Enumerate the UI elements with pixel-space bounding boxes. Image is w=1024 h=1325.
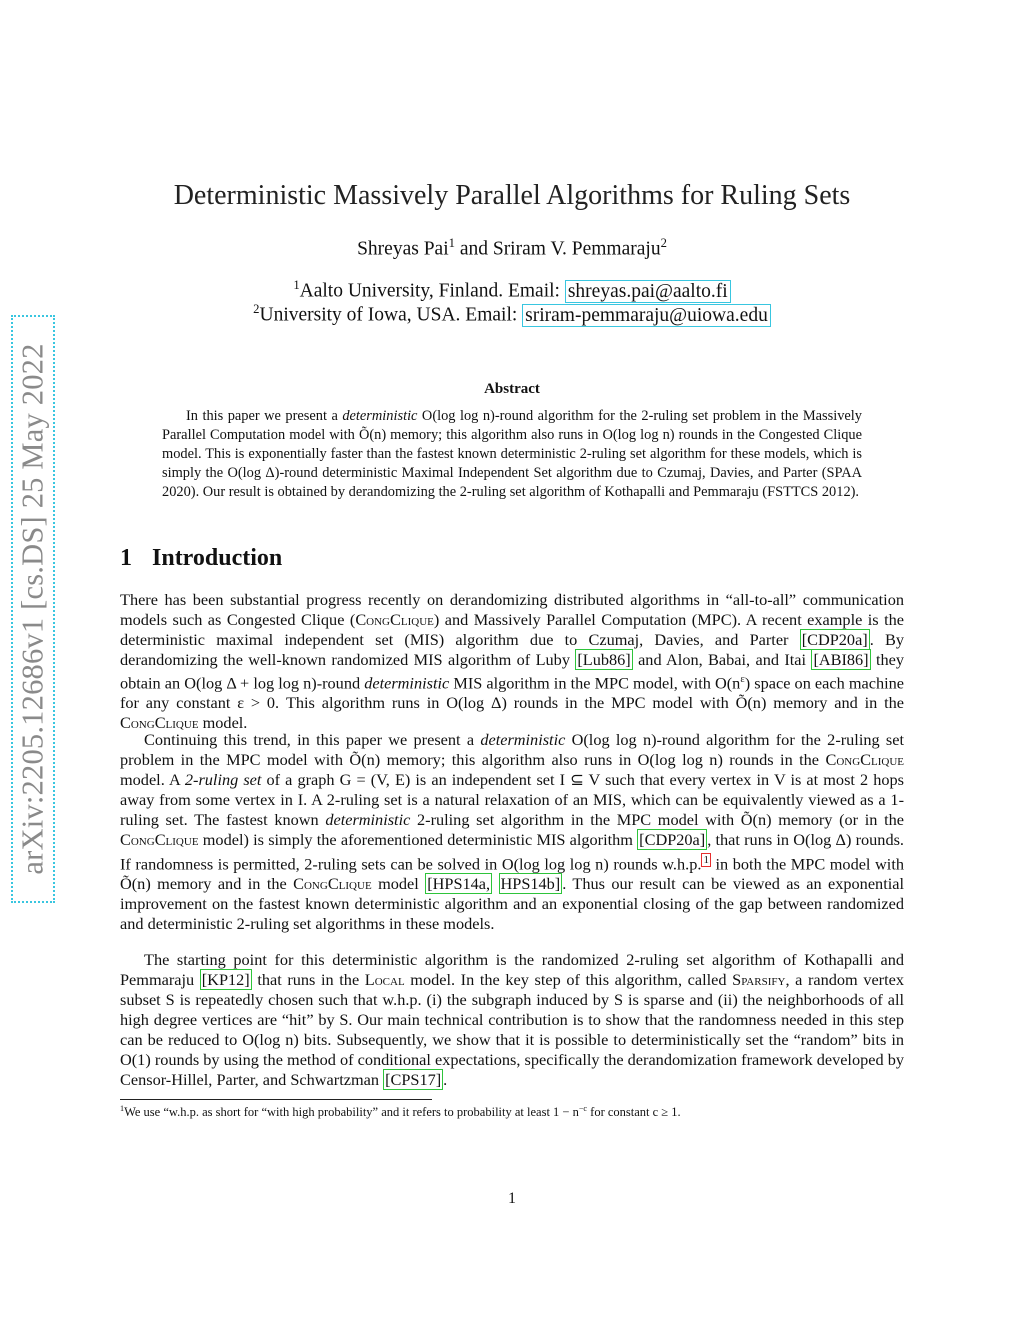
affiliation-1-mark: 1: [293, 278, 300, 292]
p1-text: There has been substantial progress recently on derandomizing distributed algorithms in “all-to-all” communication models such as Congested Clique (: [120, 590, 904, 629]
citation-link[interactable]: [HPS14a,: [427, 874, 491, 894]
footnote-sup: −c: [578, 1104, 588, 1113]
footnote-text: We use “w.h.p. as short for “with high probability” and it refers to probability at least 1 − n: [124, 1105, 579, 1120]
p1-text: they obtain an O(log Δ + log log n)-round: [120, 650, 905, 693]
p1-text: ) and Massively Parallel Computation (MPC). A recent example is the deterministic maximal independent set (MIS) algorithm due to Czumaj, Davies, and Parter: [120, 610, 904, 649]
p2-emph: 2-ruling set: [184, 770, 262, 789]
p1-text: MIS algorithm in the MPC model, with O(n: [449, 673, 741, 693]
p3-text: that runs in the: [251, 970, 365, 989]
footnote-mark: 1: [120, 1104, 125, 1113]
p1-text: model.: [198, 713, 248, 733]
page-number: 1: [508, 1190, 516, 1207]
author-2: Sriram V. Pemmaraju: [492, 238, 661, 260]
abstract-heading: Abstract: [484, 381, 540, 397]
p1-congclique: CongClique: [355, 610, 434, 629]
p3-sparsify: Sparsify: [732, 970, 786, 989]
footnote-divider: [120, 1099, 432, 1100]
p1-text: and Alon, Babai, and Itai: [632, 650, 812, 669]
p2-congclique: CongClique: [293, 874, 372, 894]
p2-congclique: CongClique: [825, 750, 904, 769]
p2-text: model. A: [120, 770, 185, 789]
p2-text: [492, 874, 498, 893]
citation-link[interactable]: HPS14b]: [500, 874, 561, 894]
p3-local: Local: [364, 970, 405, 989]
footnote-text: for constant c ≥ 1.: [587, 1105, 681, 1120]
arxiv-stamp: [11, 315, 66, 905]
citation-link[interactable]: [KP12]: [201, 970, 250, 989]
p1-text: ) space on each machine for any constant ε > 0. This algorithm runs in O(log Δ) rounds in the MPC model with Õ(n) memory and in the: [120, 673, 905, 713]
citation-link[interactable]: [CPS17]: [385, 1070, 442, 1089]
author-1-mark: 1: [448, 236, 455, 250]
p1-congclique: CongClique: [120, 713, 199, 733]
p2-text: of a graph G = (V, E) is an independent set I ⊆ V such that every vertex in V is at most 2 hops away from some vertex in I. A 2-ruling set is a natural relaxation of an MIS, which can be equivalently viewed as a 1-ruling set. The fastest known: [120, 770, 904, 829]
p2-text: in both the MPC model with Õ(n) memory and in the: [120, 854, 904, 894]
affiliation-1: [0, 278, 1024, 303]
abstract-body: [162, 407, 862, 502]
citation-link[interactable]: [CDP20a]: [801, 630, 868, 649]
p3-text: .: [443, 1070, 448, 1089]
citation-link[interactable]: [Lub86]: [577, 650, 631, 669]
p1-emph: deterministic: [364, 673, 450, 693]
footnote: [120, 1104, 904, 1120]
section-title: Introduction: [152, 545, 283, 571]
author-1: Shreyas Pai: [357, 238, 449, 260]
p1-sup: ε: [740, 674, 745, 685]
intro-paragraph-1: [120, 590, 904, 733]
p3-text: The starting point for this deterministic algorithm is the randomized 2-ruling set algorithm of Kothapalli and Pemmaraju: [120, 950, 904, 989]
p2-emph: deterministic: [325, 810, 411, 829]
citation-link[interactable]: [CDP20a]: [639, 830, 706, 849]
author-line: [0, 236, 1024, 261]
affiliation-2-text: University of Iowa, USA. Email:: [259, 304, 523, 326]
section-number: 1: [120, 545, 132, 571]
affiliation-1-text: Aalto University, Finland. Email:: [299, 280, 565, 302]
p2-text: Continuing this trend, in this paper we present a: [144, 730, 481, 749]
abstract-text-2: O(log log n)-round algorithm for the 2-ruling set problem in the Massively Parallel Computation model with Õ(n) memory; this algorithm also runs in O(log log n) rounds in the Congested Clique model. This is exponentially faster than the fastest known deterministic 2-ruling set algorithm for these models, which is simply the O(log Δ)-round deterministic Maximal Independent Set algorithm due to Czumaj, Davies, and Parter (SPAA 2020). Our result is obtained by derandomizing the 2-ruling set algorithm of Kothapalli and Pemmaraju (FSTTCS 2012).: [162, 408, 863, 500]
p2-congclique: CongClique: [120, 830, 199, 849]
author-2-mark: 2: [660, 236, 667, 250]
author-separator: and: [454, 238, 493, 260]
p2-text: , that runs in O(log Δ) rounds. If randomness is permitted, 2-ruling sets can be solved in O(log log log n) rounds w.h.p.: [120, 830, 904, 874]
p2-text: model) is simply the aforementioned deterministic MIS algorithm: [198, 830, 638, 849]
footnote-ref-link[interactable]: 1: [703, 854, 709, 866]
affiliation-2: [0, 302, 1024, 327]
affiliation-1-email-link[interactable]: shreyas.pai@aalto.fi: [565, 280, 731, 303]
citation-link[interactable]: [ABI86]: [813, 650, 869, 669]
p2-text: . Thus our result can be viewed as an exponential improvement on the fastest known deterministic algorithm and an exponential closing of the gap between randomized and deterministic 2-ruling set algorithms in these models.: [120, 874, 904, 934]
affiliation-2-email-link[interactable]: sriram-pemmaraju@uiowa.edu: [522, 304, 771, 327]
p2-emph: deterministic: [480, 730, 566, 749]
abstract-emph: deterministic: [342, 408, 418, 424]
arxiv-stamp-text[interactable]: arXiv:2205.12686v1 [cs.DS] 25 May 2022: [15, 343, 50, 875]
p3-text: model. In the key step of this algorithm, called: [404, 970, 733, 989]
p1-text: . By derandomizing the well-known randomized MIS algorithm of Luby: [120, 630, 904, 669]
section-heading: [120, 545, 282, 572]
p2-text: model: [371, 874, 426, 894]
p3-text: , a random vertex subset S is repeatedly chosen such that w.h.p. (i) the subgraph induced by S is sparse and (ii) the neighborhoods of all high degree vertices are “hit” by S. Our main technical contribution is to show that the randomness needed in this step can be reduced to O(log n) bits. Subsequently, we show that it is possible to deterministically set the “random” bits in O(1) rounds by using the method of conditional expectations, specifically the derandomization framework developed by Censor-Hillel, Parter, and Schwartzman: [120, 970, 904, 1089]
intro-paragraph-3: [120, 950, 904, 1090]
abstract-text-1: In this paper we present a: [186, 408, 343, 424]
p2-text: O(log log n)-round algorithm for the 2-ruling set problem in the MPC model with Õ(n) memory; this algorithm also runs in O(log log n) rounds in the: [120, 730, 904, 769]
intro-paragraph-2: [120, 730, 904, 934]
p2-text: 2-ruling set algorithm in the MPC model with Õ(n) memory (or in the: [410, 810, 904, 829]
affiliation-2-mark: 2: [253, 302, 260, 316]
paper-title: Deterministic Massively Parallel Algorithms for Ruling Sets: [173, 180, 851, 211]
